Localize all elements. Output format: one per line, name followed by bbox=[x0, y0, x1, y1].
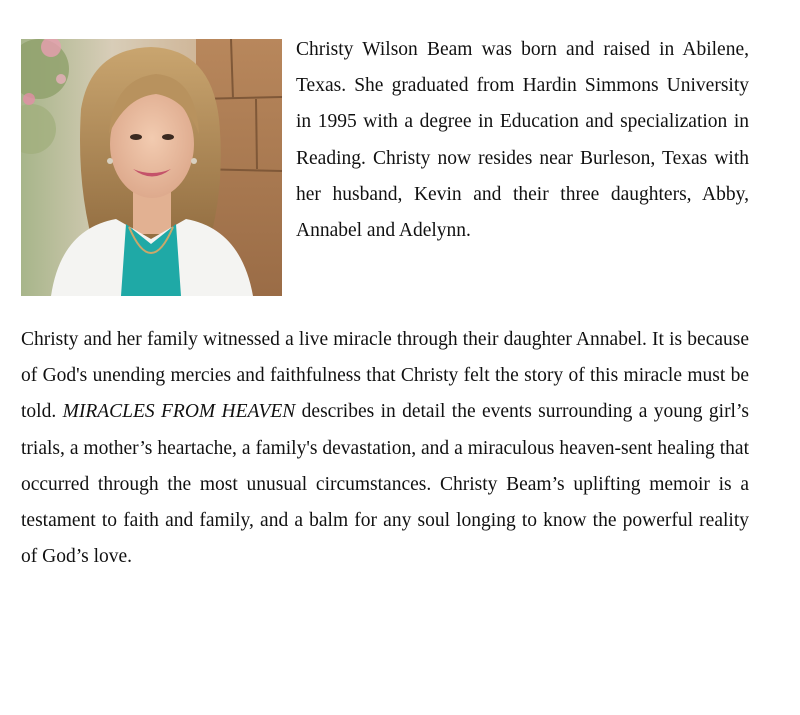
bio-paragraph-1: Christy Wilson Beam was born and raised in Abilene, Texas. She graduated from Hardin Simmons University in 1995 with a degree in Education and specialization in Reading. Christy now resides near Burleson, Texas with her husband, Kevin and their three daughters, Abby, Annabel and Adelynn. bbox=[296, 39, 749, 242]
bio-paragraph-2-text-start: Christy and her family witnessed a live miracle through their daughter Annabel. It is because of God's unending mercies and faithfulness that Christy felt the story of this miracle must be told. bbox=[21, 329, 749, 423]
author-photo bbox=[21, 39, 282, 296]
bio-paragraph-2 bbox=[21, 322, 749, 575]
bio-paragraph-2-text-end: describes in detail the events surrounding a young girl’s trials, a mother’s heartache, a family's devastation, and a miraculous heaven-sent healing that occurred through the most unusual circumstances. Christy Beam’s uplifting memoir is a testament to faith and family, and a balm for any soul longing to know the powerful reality of God’s love. bbox=[21, 401, 749, 568]
portrait-photo-icon bbox=[21, 39, 282, 296]
book-title: MIRACLES FROM HEAVEN bbox=[62, 401, 296, 423]
